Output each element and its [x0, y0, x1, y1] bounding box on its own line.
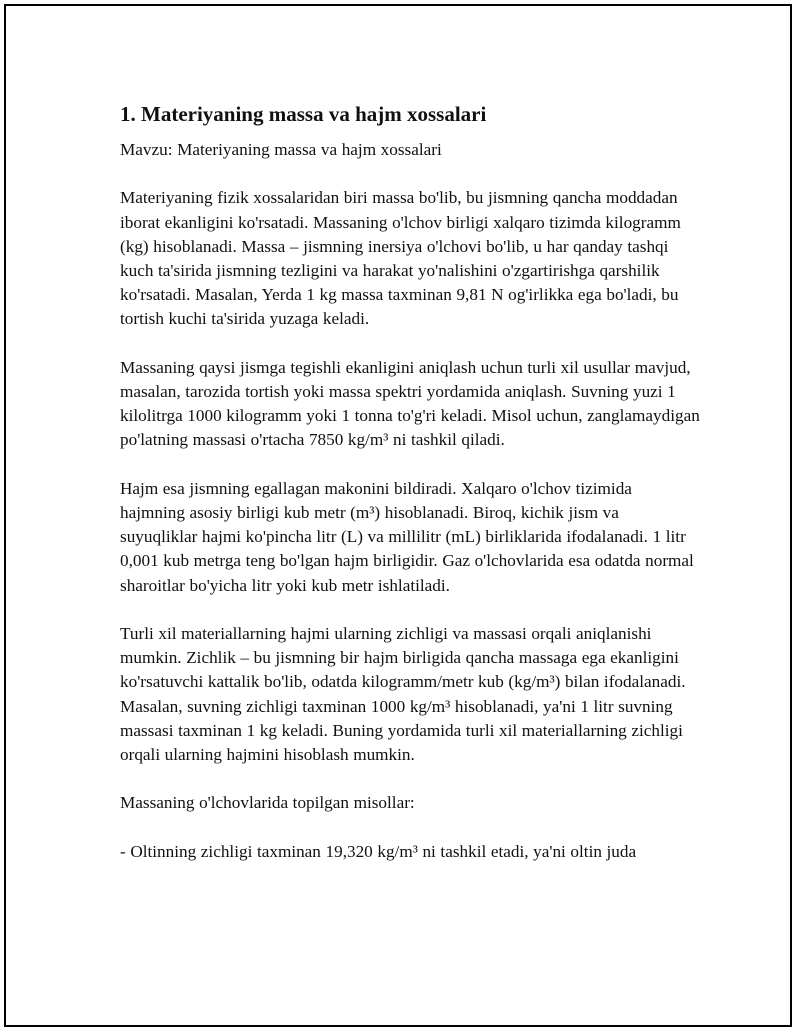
- paragraph-examples-heading: Massaning o'lchovlarida topilgan misollar:: [120, 793, 415, 813]
- subject-line: Mavzu: Materiyaning massa va hajm xossalari: [120, 140, 442, 159]
- document-page: [4, 4, 792, 1027]
- paragraph-volume-definition: Hajm esa jismning egallagan makonini bildiradi. Xalqaro o'lchov tizimida hajmning asosiy birligi kub metr (m³) hisoblanadi. Biroq, kichik jism va suyuqliklar hajmi ko'pincha litr (L) va millilitr (mL) birliklarida ifodalanadi. 1 litr 0,001 kub metrga teng bo'lgan hajm birligidir. Gaz o'lchovlarida esa odatda normal sharoitlar bo'yicha litr yoki kub metr ishlatiladi.: [120, 478, 694, 595]
- paragraph-density: Turli xil materiallarning hajmi ularning zichligi va massasi orqali aniqlanishi mumkin. Zichlik – bu jismning bir hajm birligida qancha massaga ega ekanligini ko'rsatuvchi kattalik bo'lib, odatda kilogramm/metr kub (kg/m³) bilan ifodalanadi. Masalan, suvning zichligi taxminan 1000 kg/m³ hisoblanadi, ya'ni 1 litr suvning massasi taxminan 1 kg keladi. Buning yordamida turli xil materiallarning zichligi orqali ularning hajmini hisoblash mumkin.: [120, 624, 686, 765]
- paragraph-mass-definition: Materiyaning fizik xossalaridan biri massa bo'lib, bu jismning qancha moddadan iborat ekanligini ko'rsatadi. Massaning o'lchov birligi xalqaro tizimda kilogramm (kg) hisoblanadi. Massa – jismning inersiya o'lchovi bo'lib, u har qanday tashqi kuch ta'sirida jismning tezligini va harakat yo'nalishini o'zgartirishga qarshilik ko'rsatadi. Masalan, Yerda 1 kg massa taxminan 9,81 N og'irlikka ega bo'ladi, bu tortish kuchi ta'sirida yuzaga keladi.: [120, 188, 681, 329]
- paragraph-gold-example: - Oltinning zichligi taxminan 19,320 kg/m³ ni tashkil etadi, ya'ni oltin juda: [120, 841, 637, 861]
- document-body: [120, 102, 700, 888]
- document-title: 1. Materiyaning massa va hajm xossalari: [120, 102, 487, 126]
- paragraph-mass-measurement: Massaning qaysi jismga tegishli ekanligini aniqlash uchun turli xil usullar mavjud, masalan, tarozida tortish yoki massa spektri yordamida aniqlash. Suvning yuzi 1 kilolitrga 1000 kilogramm yoki 1 tonna to'g'ri keladi. Misol uchun, zanglamaydigan po'latning massasi o'rtacha 7850 kg/m³ ni tashkil qiladi.: [120, 357, 700, 450]
